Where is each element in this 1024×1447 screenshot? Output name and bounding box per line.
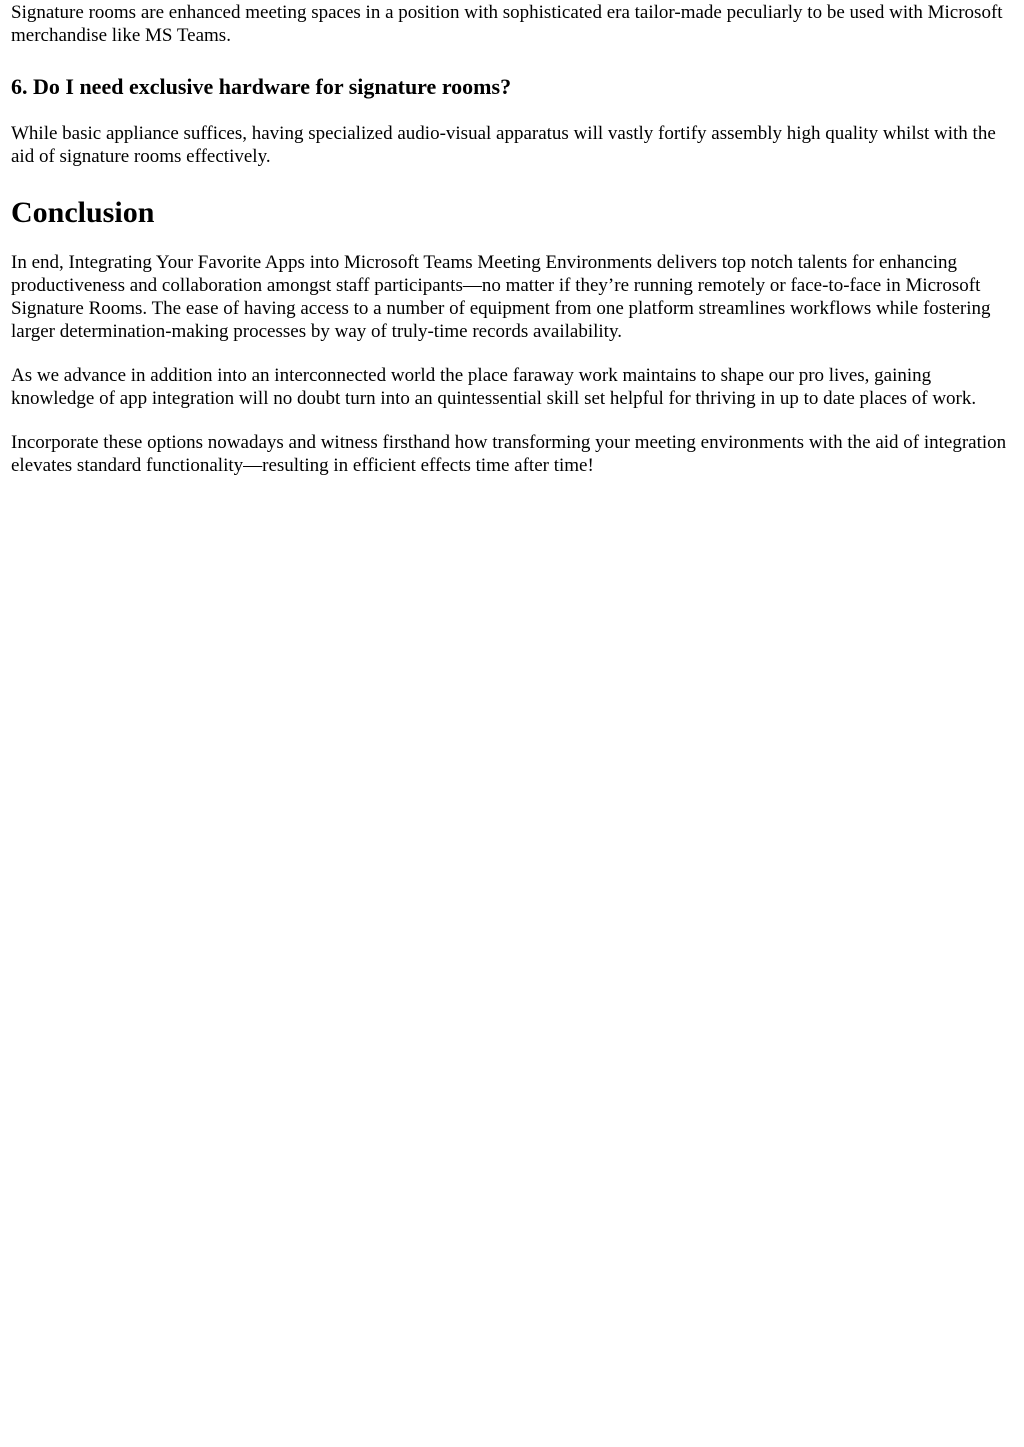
article-body	[0, 1, 1024, 477]
faq-question-6: 6. Do I need exclusive hardware for signature rooms?	[11, 74, 512, 99]
conclusion-paragraph-1: In end, Integrating Your Favorite Apps into Microsoft Teams Meeting Environments delivers top notch talents for enhancing productiveness and collaboration amongst staff participants—no matter if they’re running remotely or face-to-face in Microsoft Signature Rooms. The ease of having access to a number of equipment from one platform streamlines workflows while fostering larger determination-making processes by way of truly-time records availability.	[11, 252, 991, 342]
conclusion-paragraph-2: As we advance in addition into an interconnected world the place faraway work maintains to shape our pro lives, gaining knowledge of app integration will no doubt turn into an quintessential skill set helpful for thriving in up to date places of work.	[11, 365, 977, 409]
intro-paragraph: Signature rooms are enhanced meeting spaces in a position with sophisticated era tailor-made peculiarly to be used with Microsoft merchandise like MS Teams.	[11, 2, 1003, 46]
conclusion-heading: Conclusion	[11, 196, 155, 229]
conclusion-paragraph-3: Incorporate these options nowadays and witness firsthand how transforming your meeting environments with the aid of integration elevates standard functionality—resulting in efficient effects time after time!	[11, 432, 1007, 476]
faq-answer-6: While basic appliance suffices, having specialized audio-visual apparatus will vastly fortify assembly high quality whilst with the aid of signature rooms effectively.	[11, 123, 996, 167]
